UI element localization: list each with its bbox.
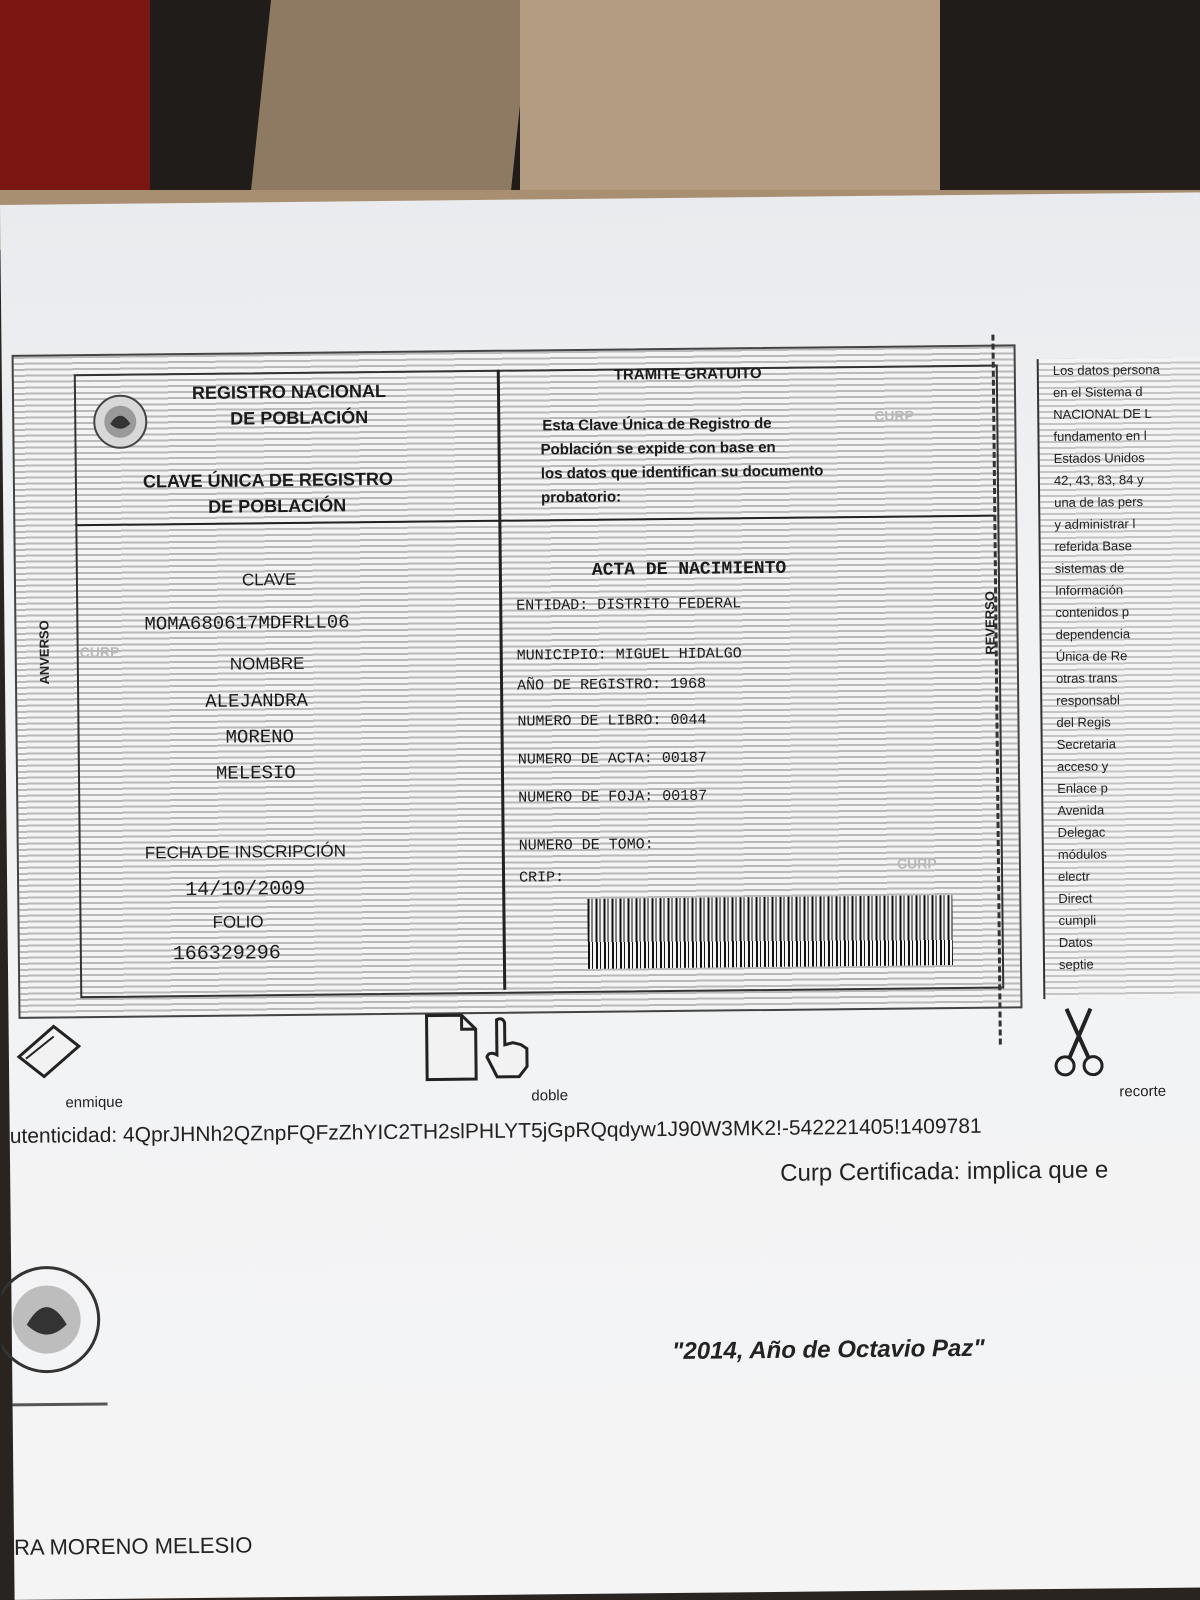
autenticidad-code: utenticidad: 4QprJHNh2QZnpFQFzZhYIC2TH2slPHLYT5jGpRQqdyw1J90W3MK2!-542221405!1409781 bbox=[9, 1114, 982, 1148]
clave-label: CLAVE bbox=[241, 569, 297, 590]
side-line: Secretaria bbox=[1056, 736, 1117, 752]
watermark-curp-2: CURP bbox=[79, 643, 120, 661]
watermark-curp-3: CURP bbox=[896, 855, 937, 872]
anio-octavio-paz: "2014, Año de Octavio Paz" bbox=[671, 1334, 985, 1366]
tramite-gratuito: TRAMITE GRATUITO bbox=[613, 365, 762, 384]
document-icon bbox=[423, 1012, 479, 1083]
municipio: MUNICIPIO: MIGUEL HIDALGO bbox=[516, 645, 742, 665]
folio-label: FOLIO bbox=[212, 912, 264, 932]
acta-title: ACTA DE NACIMIENTO bbox=[591, 558, 787, 581]
side-line: en el Sistema d bbox=[1052, 384, 1143, 400]
side-line: electr bbox=[1058, 868, 1090, 884]
tramite-text-4: probatorio: bbox=[541, 488, 622, 507]
hand-pointer-icon bbox=[483, 1014, 534, 1080]
side-line: acceso y bbox=[1056, 758, 1109, 774]
fecha-label: FECHA DE INSCRIPCIÓN bbox=[144, 841, 347, 863]
folio-value: 166329296 bbox=[172, 942, 282, 967]
header-poblacion: DE POBLACIÓN bbox=[230, 407, 369, 429]
scissors-icon bbox=[1048, 1003, 1109, 1079]
side-line: contenidos p bbox=[1055, 604, 1130, 620]
numero-tomo: NUMERO DE TOMO: bbox=[518, 836, 654, 855]
side-line: septie bbox=[1058, 956, 1094, 972]
label-recorte: recorte bbox=[1119, 1082, 1167, 1101]
tramite-text-2: Población se expide con base en bbox=[540, 438, 776, 459]
side-line: fundamento en l bbox=[1053, 428, 1147, 444]
paper-sheet bbox=[0, 192, 1200, 1599]
side-line: y administrar l bbox=[1054, 516, 1136, 532]
background-cardboard-2 bbox=[520, 0, 940, 200]
side-line: módulos bbox=[1057, 846, 1108, 862]
background-cardboard bbox=[249, 0, 531, 210]
nombre-label: NOMBRE bbox=[229, 653, 305, 674]
side-line: Datos bbox=[1058, 934, 1093, 950]
side-line: del Regis bbox=[1056, 714, 1111, 730]
tramite-text-1: Esta Clave Única de Registro de bbox=[542, 414, 772, 435]
side-line: referida Base bbox=[1054, 538, 1133, 554]
side-line: 42, 43, 83, 84 y bbox=[1053, 472, 1144, 488]
mexico-seal-icon bbox=[92, 393, 149, 450]
header-clave-unica: CLAVE ÚNICA DE REGISTRO bbox=[142, 468, 394, 492]
nombre-materno: MELESIO bbox=[215, 761, 296, 785]
side-line: cumpli bbox=[1058, 912, 1097, 928]
side-line: sistemas de bbox=[1054, 560, 1125, 576]
label-doble: doble bbox=[531, 1087, 569, 1105]
nombre-first: ALEJANDRA bbox=[205, 689, 308, 713]
side-line: otras trans bbox=[1055, 670, 1118, 686]
reverso-label: REVERSO bbox=[982, 591, 998, 655]
watermark-curp: CURP bbox=[874, 407, 915, 424]
header-poblacion-2: DE POBLACIÓN bbox=[208, 495, 347, 517]
side-line: Información bbox=[1055, 582, 1124, 598]
barcode bbox=[587, 895, 953, 969]
side-line: Enlace p bbox=[1057, 780, 1108, 796]
numero-foja: NUMERO DE FOJA: 00187 bbox=[518, 787, 708, 807]
side-line: Estados Unidos bbox=[1053, 450, 1145, 466]
label-enmique: enmique bbox=[65, 1093, 124, 1112]
side-line: NACIONAL DE L bbox=[1053, 405, 1152, 422]
numero-libro: NUMERO DE LIBRO: 0044 bbox=[517, 711, 707, 731]
side-line: una de las pers bbox=[1054, 494, 1144, 510]
crip: CRIP: bbox=[518, 869, 565, 887]
anverso-label: ANVERSO bbox=[36, 620, 53, 685]
entidad: ENTIDAD: DISTRITO FEDERAL bbox=[516, 595, 742, 615]
side-line: Direct bbox=[1058, 890, 1093, 906]
side-line: responsabl bbox=[1056, 692, 1120, 708]
folder-icon bbox=[14, 1016, 85, 1087]
nombre-paterno: MORENO bbox=[225, 725, 295, 749]
nombre-footer: RA MORENO MELESIO bbox=[13, 1532, 253, 1560]
anio-registro: AÑO DE REGISTRO: 1968 bbox=[516, 675, 707, 695]
side-line: dependencia bbox=[1055, 626, 1131, 642]
header-registro: REGISTRO NACIONAL bbox=[191, 380, 387, 403]
numero-acta: NUMERO DE ACTA: 00187 bbox=[517, 749, 707, 769]
tramite-text-3: los datos que identifican su documento bbox=[540, 462, 824, 483]
side-line: Avenida bbox=[1057, 802, 1105, 818]
clave-value: MOMA680617MDFRLL06 bbox=[144, 611, 350, 636]
side-text-column bbox=[1037, 357, 1200, 999]
side-line: Única de Re bbox=[1055, 648, 1128, 664]
mexico-seal-icon bbox=[1, 1249, 118, 1415]
fecha-value: 14/10/2009 bbox=[185, 877, 306, 903]
side-line: Delegac bbox=[1057, 824, 1106, 840]
curp-certificada: Curp Certificada: implica que e bbox=[780, 1156, 1109, 1187]
side-line: Los datos persona bbox=[1052, 361, 1160, 378]
